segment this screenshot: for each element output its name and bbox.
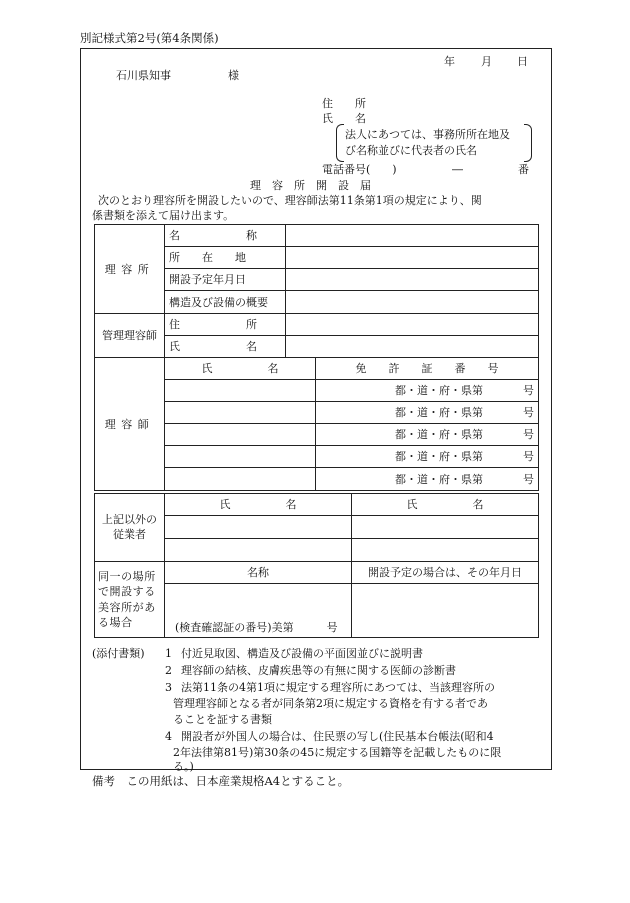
document-title: 理 容 所 開 設 届: [250, 179, 371, 192]
barbershop-location-value[interactable]: [286, 247, 539, 269]
other-employee-cell[interactable]: [352, 516, 539, 539]
attachment-line: 開設者が外国人の場合は、住民票の写し(住民基本台帳法(昭和4: [181, 730, 494, 743]
others-col-name2: 氏 名: [352, 494, 539, 516]
barbers-section-label: 理容師: [95, 358, 165, 491]
attachment-line: 法第11条の4第1項に規定する理容所にあつては、当該理容所の: [181, 681, 495, 694]
barber-license-cell[interactable]: 都・道・府・県第 号: [316, 380, 539, 402]
intro-line1: 次のとおり理容所を開設したいので、理容師法第11条第1項の規定により、関: [98, 194, 482, 207]
phone-label: 電話番号( ): [322, 163, 397, 176]
barber-name-cell[interactable]: [165, 424, 316, 446]
barbershop-date-label: 開設予定年月日: [165, 269, 286, 291]
barbershop-location-label: 所 在 地: [165, 247, 286, 269]
attachment-line: 付近見取図、構造及び設備の平面図並びに説明書: [181, 647, 423, 660]
same-place-section-label: 同一の場所で開設する美容所がある場合: [95, 562, 165, 638]
others-col-name1: 氏 名: [165, 494, 352, 516]
other-employee-cell[interactable]: [165, 516, 352, 539]
barbershop-structure-label: 構造及び設備の概要: [165, 291, 286, 314]
barbershop-name-label: 名 称: [165, 225, 286, 247]
attachment-line: る。): [173, 760, 194, 773]
attachment-num: 2: [165, 664, 172, 677]
barber-license-cell[interactable]: 都・道・府・県第 号: [316, 446, 539, 468]
main-table: [94, 224, 539, 491]
date-month: 月: [481, 55, 492, 68]
others-section-label: 上記以外の従業者: [95, 494, 165, 562]
barber-name-cell[interactable]: [165, 468, 316, 491]
phone-dash: ―: [452, 163, 463, 176]
attachment-line: 2年法律第81号)第30条の45に規定する国籍等を記載したものに限: [173, 746, 502, 759]
date-day: 日: [517, 55, 528, 68]
secondary-table: [94, 493, 539, 638]
other-employee-cell[interactable]: [352, 539, 539, 562]
attachments-label: (添付書類): [92, 647, 145, 660]
attachment-line: ることを証する書類: [173, 713, 272, 726]
barbers-col-license: 免 許 証 番 号: [316, 358, 539, 380]
corporate-note-bracket: [336, 124, 532, 160]
inspection-number-label: (検査確認証の番号)美第 号: [175, 621, 338, 634]
barber-name-cell[interactable]: [165, 446, 316, 468]
attachment-line: 管理理容師となる者が同条第2項に規定する資格を有する者であ: [173, 697, 488, 710]
applicant-name-label: 氏 名: [322, 112, 366, 125]
manager-name-value[interactable]: [286, 336, 539, 358]
remark: 備考 この用紙は、日本産業規格A4とすること。: [92, 774, 350, 788]
corporate-note-line2: び名称並びに代表者の氏名: [345, 144, 477, 157]
attachment-num: 4: [165, 730, 172, 743]
same-place-date-cell[interactable]: [352, 584, 539, 638]
manager-name-label: 氏 名: [165, 336, 286, 358]
barbershop-name-value[interactable]: [286, 225, 539, 247]
attachment-num: 3: [165, 681, 172, 694]
intro-line2: 係書類を添えて届け出ます。: [92, 209, 235, 222]
applicant-address-label: 住 所: [322, 97, 366, 110]
barber-license-cell[interactable]: 都・道・府・県第 号: [316, 424, 539, 446]
same-place-name-cell[interactable]: [165, 584, 352, 638]
manager-address-value[interactable]: [286, 314, 539, 336]
attachment-line: 理容師の結核、皮膚疾患等の有無に関する医師の診断書: [181, 664, 456, 677]
attachment-num: 1: [165, 647, 172, 660]
other-employee-cell[interactable]: [165, 539, 352, 562]
barber-name-cell[interactable]: [165, 402, 316, 424]
barbershop-section-label: 理容所: [95, 225, 165, 314]
barbers-col-name: 氏 名: [165, 358, 316, 380]
barbershop-structure-value[interactable]: [286, 291, 539, 314]
manager-address-label: 住 所: [165, 314, 286, 336]
same-place-col-date: 開設予定の場合は、その年月日: [352, 562, 539, 584]
phone-suffix: 番: [518, 163, 529, 176]
addressee-suffix: 様: [228, 69, 239, 82]
same-place-col-name: 名称: [165, 562, 352, 584]
barber-license-cell[interactable]: 都・道・府・県第 号: [316, 468, 539, 491]
barber-license-cell[interactable]: 都・道・府・県第 号: [316, 402, 539, 424]
date-year: 年: [444, 55, 455, 68]
manager-section-label: 管理理容師: [95, 314, 165, 358]
form-number-label: 別記様式第2号(第4条関係): [80, 31, 219, 45]
corporate-note-line1: 法人にあつては、事務所所在地及: [345, 128, 510, 141]
barber-name-cell[interactable]: [165, 380, 316, 402]
barbershop-date-value[interactable]: [286, 269, 539, 291]
addressee-label: 石川県知事: [116, 69, 171, 82]
